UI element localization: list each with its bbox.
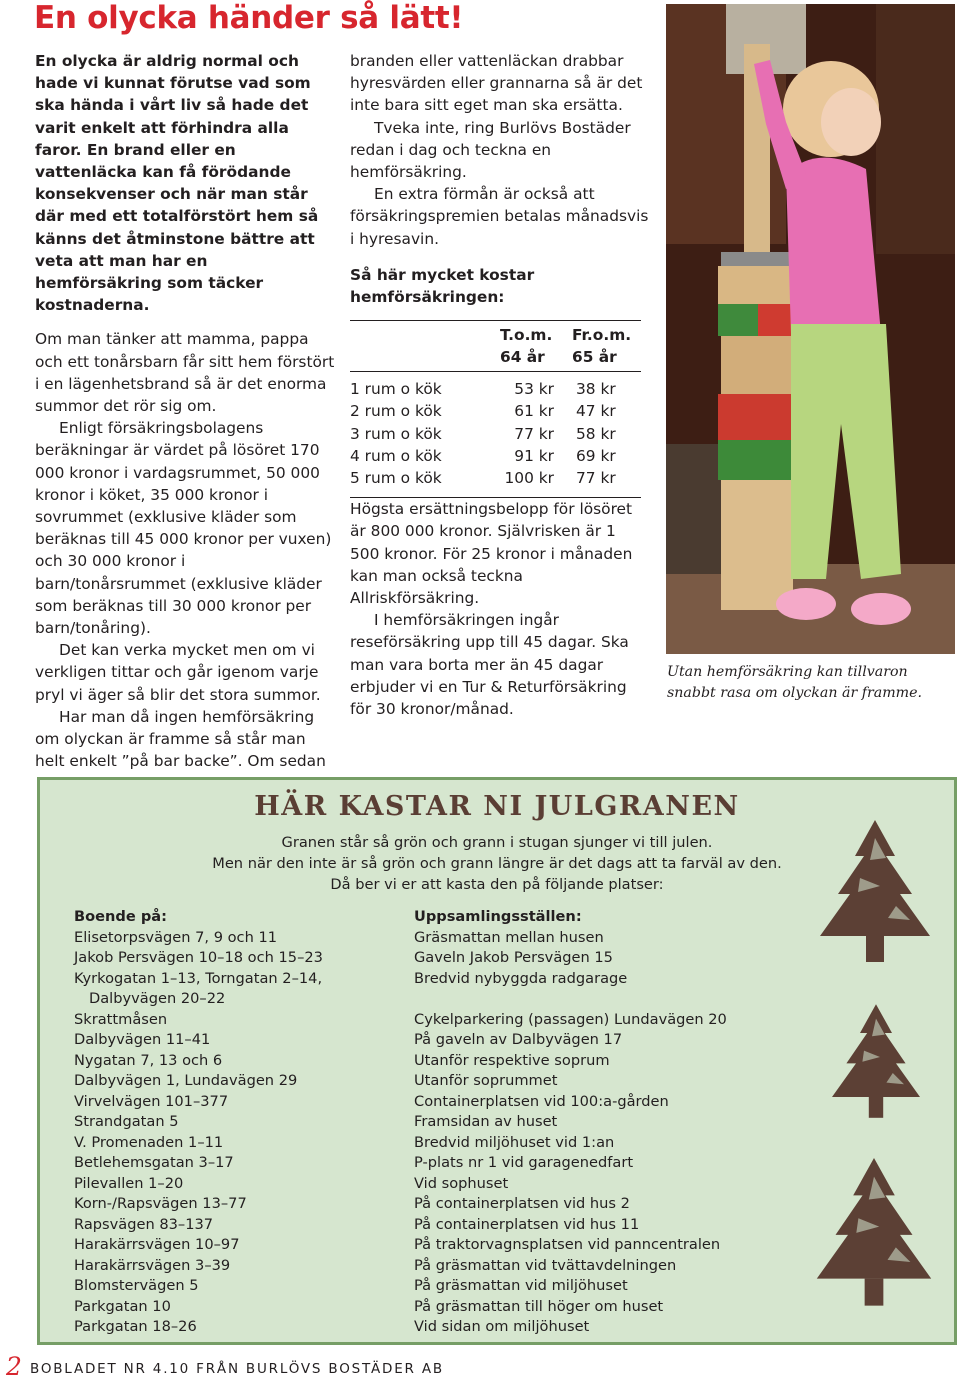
article-paragraph: Det kan verka mycket men om vi verkligen tittar och går igenom varje pryl vi äger så blir det stora summor. [35, 641, 321, 704]
article-column-left [35, 50, 335, 773]
christmas-tree-icon [796, 1152, 952, 1322]
price-table-header-old-line2: 65 år [572, 348, 617, 367]
list-item: Dalbyvägen 11–41 [74, 1031, 211, 1048]
list-item: P-plats nr 1 vid garagenedfart [414, 1154, 634, 1171]
list-item: Harakärrsvägen 3–39 [74, 1256, 231, 1274]
collection-points-heading: Uppsamlingsställen: [414, 908, 582, 925]
price-table-header-young-line1: T.o.m. [500, 326, 553, 345]
price-table [350, 320, 641, 498]
list-item: Kyrkogatan 1–13, Torngatan 2–14, [74, 969, 323, 987]
collection-points-list [414, 907, 794, 1338]
page-number: 2 [6, 1352, 22, 1377]
article-paragraph: branden eller vattenläckan drabbar hyresvärden eller grannarna så är det inte bara sitt eget man ska ersätta. [350, 52, 643, 115]
article-lead: En olycka är aldrig normal och hade vi kunnat förutse vad som ska hända i vårt liv så hade det varit enkelt att förhindra alla faror. En brand eller en vattenläcka kan få förödande konsekvenser och när man står där med ett totalförstört hem så känns det åtminstone bättre att veta att man har en hemförsäkring som täcker kostnaderna. [35, 52, 319, 315]
price-young-cell: 61 kr [514, 402, 554, 421]
price-table-row [350, 467, 641, 498]
list-item: Cykelparkering (passagen) Lundavägen 20 [414, 1010, 727, 1028]
photo-illustration [666, 4, 955, 654]
residents-list [74, 907, 404, 1338]
article-paragraph: I hemförsäkringen ingår reseförsäkring upp till 45 dagar. Ska man vara borta mer än 45 dagar erbjuder vi en Tur & Returförsäkring för 30 kronor/månad. [350, 611, 629, 719]
box-title: HÄR KASTAR NI JULGRANEN [254, 791, 740, 822]
list-item: V. Promenaden 1–11 [74, 1133, 224, 1151]
page-footer [6, 1352, 444, 1377]
residents-heading: Boende på: [74, 908, 167, 925]
room-cell: 5 rum o kök [350, 467, 500, 498]
list-item: På gräsmattan vid miljöhuset [414, 1277, 628, 1294]
price-young-cell: 53 kr [514, 380, 554, 399]
list-item: Dalbyvägen 20–22 [89, 990, 226, 1007]
list-item: Parkgatan 10 [74, 1297, 171, 1315]
list-item: Korn-/Rapsvägen 13–77 [74, 1195, 247, 1212]
price-table-row [350, 400, 641, 422]
list-item: Nygatan 7, 13 och 6 [74, 1051, 223, 1069]
list-item: Utanför respektive soprum [414, 1051, 610, 1069]
article-paragraph: En extra förmån är också att försäkringspremien betalas månadsvis i hyresavin. [350, 185, 649, 248]
room-cell: 4 rum o kök [350, 446, 442, 465]
list-item: På traktorvagnsplatsen vid panncentralen [414, 1236, 721, 1253]
list-item: Rapsvägen 83–137 [74, 1215, 214, 1233]
room-cell: 2 rum o kök [350, 402, 442, 421]
price-old-cell: 69 kr [576, 446, 616, 465]
list-item: Containerplatsen vid 100:a-gården [414, 1092, 669, 1110]
price-table-header-old [572, 321, 641, 372]
list-item: På containerplatsen vid hus 2 [414, 1195, 630, 1212]
price-table-header-young-line2: 64 år [500, 348, 545, 367]
price-old-cell: 47 kr [576, 402, 616, 421]
list-item: Pilevallen 1–20 [74, 1174, 184, 1192]
room-cell: 1 rum o kök [350, 380, 442, 399]
list-item: På gräsmattan till höger om huset [414, 1297, 664, 1315]
article-column-middle [350, 50, 650, 720]
list-item: På gräsmattan vid tvättavdelningen [414, 1256, 677, 1274]
list-item: Utanför soprummet [414, 1072, 558, 1089]
box-intro-line: Men när den inte är så grön och grann längre är det dags att ta farväl av den. [212, 855, 782, 872]
price-table-row [350, 445, 641, 467]
list-item: Bredvid nybyggda radgarage [414, 969, 628, 987]
price-table-row [350, 372, 641, 401]
footer-publication: BOBLADET NR 4.10 FRÅN BURLÖVS BOSTÄDER AB [30, 1361, 444, 1377]
list-item: Parkgatan 18–26 [74, 1318, 197, 1335]
list-item: Strandgatan 5 [74, 1113, 179, 1130]
christmas-tree-icon [816, 1000, 936, 1130]
price-table-row [350, 423, 641, 445]
list-item: På gaveln av Dalbyvägen 17 [414, 1031, 623, 1048]
box-intro-line: Då ber vi er att kasta den på följande platser: [330, 876, 664, 893]
list-item: Jakob Persvägen 10–18 och 15–23 [74, 949, 323, 966]
list-item: Elisetorpsvägen 7, 9 och 11 [74, 928, 278, 946]
page-headline: En olycka händer så lätt! [34, 0, 464, 36]
price-young-cell: 77 kr [514, 424, 554, 443]
price-young-cell: 100 kr [500, 467, 572, 498]
list-item: Framsidan av huset [414, 1113, 558, 1130]
photo-caption: Utan hemförsäkring kan tillvaron snabbt rasa om olyckan är framme. [667, 664, 923, 701]
article-paragraph: Tveka inte, ring Burlövs Bostäder redan i dag och teckna en hemförsäkring. [350, 118, 631, 182]
list-item: Vid sidan om miljöhuset [414, 1318, 590, 1335]
list-item: Gräsmattan mellan husen [414, 928, 604, 946]
article-paragraph: Har man då ingen hemförsäkring om olyckan är framme så står man helt enkelt ”på bar backe”. Om sedan [35, 707, 326, 771]
christmas-tree-disposal-box [37, 777, 957, 1345]
list-item: På containerplatsen vid hus 11 [414, 1215, 640, 1233]
christmas-tree-icon [800, 816, 950, 976]
child-block-tower-photo [666, 4, 955, 654]
price-old-cell: 38 kr [576, 380, 616, 399]
list-item: Dalbyvägen 1, Lundavägen 29 [74, 1072, 298, 1089]
price-table-heading: Så här mycket kostar hemförsäkringen: [350, 265, 535, 307]
list-item: Virvelvägen 101–377 [74, 1092, 229, 1110]
article-paragraph: Högsta ersättningsbelopp för lösöret är 800 000 kronor. Självrisken är 1 500 kronor. För 25 kronor i månaden kan man också teckna Allriskförsäkring. [350, 500, 633, 608]
price-young-cell: 91 kr [514, 446, 554, 465]
list-item: Skrattmåsen [74, 1010, 168, 1028]
price-table-header-empty [350, 321, 500, 372]
price-old-cell: 77 kr [572, 467, 641, 498]
article-paragraph: Om man tänker att mamma, pappa och ett tonårsbarn får sitt hem förstört i en lägenhetsbrand så är det enorma summor det rör sig om. [35, 330, 335, 416]
list-item: Blomstervägen 5 [74, 1277, 199, 1294]
list-item: Bredvid miljöhuset vid 1:an [414, 1133, 615, 1151]
box-intro-line: Granen står så grön och grann i stugan sjunger vi till julen. [281, 834, 713, 851]
article-paragraph: Enligt försäkringsbolagens beräkningar är värdet på lösöret 170 000 kronor i vardagsrummet, 50 000 kronor i köket, 35 000 kronor i sovrummet (exklusive kläder som beräknas till 45 000 kronor per vuxen) och 30 000 kronor i barn/tonårsrummet (exklusive kläder som beräknas till 30 000 kronor per barn/tonåring). [35, 419, 332, 638]
list-item: Harakärrsvägen 10–97 [74, 1236, 240, 1253]
list-item: Vid sophuset [414, 1174, 509, 1192]
price-old-cell: 58 kr [576, 424, 616, 443]
price-table-header-young [500, 321, 572, 372]
room-cell: 3 rum o kök [350, 424, 442, 443]
list-item: Betlehemsgatan 3–17 [74, 1154, 234, 1171]
list-item: Gaveln Jakob Persvägen 15 [414, 949, 613, 966]
price-table-header-old-line1: Fr.o.m. [572, 326, 632, 345]
